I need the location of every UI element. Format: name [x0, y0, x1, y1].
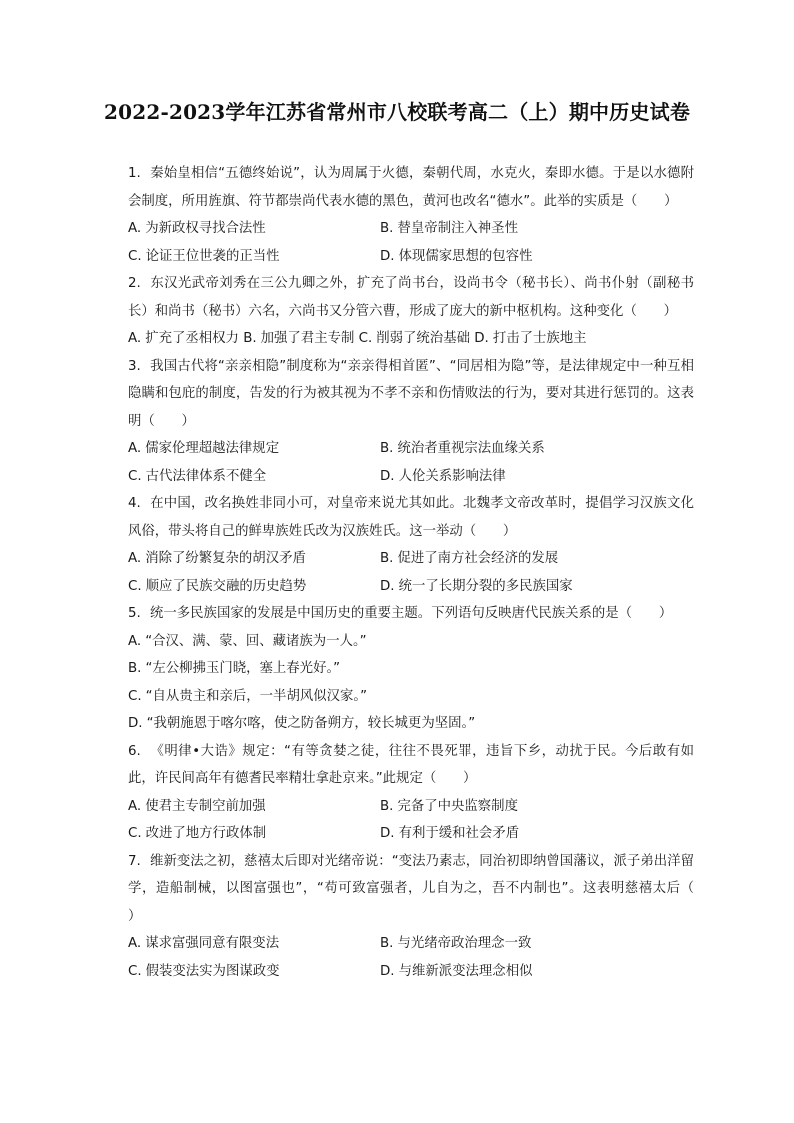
- option-b: B. 完备了中央监察制度: [380, 798, 518, 814]
- question-stem: [128, 600, 694, 628]
- option-b: B. 促进了南方社会经济的发展: [380, 551, 559, 566]
- option-d: D. 打击了士族地主: [474, 331, 587, 346]
- option-d: D. 体现儒家思想的包容性: [380, 248, 533, 264]
- option-a: A. “合汉、满、蒙、回、藏诸族为一人。”: [128, 633, 367, 649]
- option-group: [128, 215, 694, 270]
- question-stem: [128, 490, 694, 545]
- option-b: B. 统治者重视宗法血缘关系: [380, 441, 545, 456]
- question-stem: [128, 848, 721, 931]
- question-stem: [128, 270, 694, 325]
- question-number: 7.: [128, 853, 141, 869]
- option-c: C. 古代法律体系不健全: [128, 468, 267, 484]
- question-1: [128, 160, 694, 270]
- question-text: 东汉光武帝刘秀在三公九卿之外，扩充了尚书台，设尚书令（秘书长）、尚书仆射（副秘书长）和尚书（秘书）六名，六尚书又分管六曹，形成了庞大的新中枢机构。这种变化（ ）: [128, 276, 694, 319]
- option-b: B. 与光绪帝政治理念一致: [380, 936, 532, 951]
- question-text: 《明律•大诰》规定：“有等贪婪之徒，往往不畏死罪，违旨下乡，动扰于民。今后敢有如此，许民间高年有德耆民率精壮拿赴京来。”此规定（ ）: [128, 743, 694, 786]
- option-a: A. 为新政权寻找合法性: [128, 221, 266, 236]
- option-group: [128, 628, 694, 738]
- question-number: 2.: [128, 276, 141, 291]
- option-c: C. “自从贵主和亲后，一半胡风似汉家。”: [128, 688, 368, 704]
- option-a: A. 扩充了丞相权力: [128, 331, 239, 346]
- option-d: D. 人伦关系影响法律: [380, 468, 506, 484]
- question-text: 统一多民族国家的发展是中国历史的重要主题。下列语句反映唐代民族关系的是（ ）: [150, 606, 673, 621]
- option-a: A. 使君主专制空前加强: [128, 798, 266, 814]
- option-a: A. 谋求富强同意有限变法: [128, 936, 280, 951]
- question-text: 维新变法之初，慈禧太后即对光绪帝说：“变法乃素志，同治初即纳曾国藩议，派子弟出洋留学，造船制械，以图富强也”，“苟可致富强者，儿自为之，吾不内制也”。这表明慈禧太后（ ）: [128, 853, 721, 924]
- option-a: A. 消除了纷繁复杂的胡汉矛盾: [128, 551, 306, 566]
- question-number: 1.: [128, 166, 141, 181]
- question-stem: [128, 353, 694, 436]
- question-number: 3.: [128, 358, 141, 374]
- question-5: [128, 600, 694, 738]
- page-title: 2022-2023学年江苏省常州市八校联考高二（上）期中历史试卷: [103, 100, 691, 124]
- option-c: C. 削弱了统治基础: [358, 331, 470, 346]
- option-b: B. “左公柳拂玉门晓，塞上春光好。”: [128, 661, 341, 676]
- option-group: [128, 435, 694, 490]
- question-2: [128, 270, 694, 353]
- option-c: C. 假装变法实为图谋政变: [128, 963, 280, 979]
- option-c: C. 顺应了民族交融的历史趋势: [128, 578, 307, 594]
- question-text: 我国古代将“亲亲相隐”制度称为“亲亲得相首匿”、“同居相为隐”等，是法律规定中一种互相隐瞒和包庇的制度，告发的行为被其视为不孝不亲和伤情败法的行为，要对其进行惩罚的。这表明（ ）: [128, 358, 694, 429]
- question-stem: [128, 160, 694, 215]
- question-number: 6.: [128, 743, 141, 759]
- question-6: [128, 738, 694, 848]
- option-group: [128, 545, 694, 600]
- option-c: C. 论证王位世袭的正当性: [128, 248, 280, 264]
- question-3: [128, 353, 694, 491]
- option-d: D. “我朝施恩于喀尔喀，使之防备朔方，较长城更为坚固。”: [128, 716, 476, 731]
- question-text: 秦始皇相信“五德终始说”，认为周属于火德，秦朝代周，水克火，秦即水德。于是以水德附会制度，所用旌旗、符节都崇尚代表水德的黑色，黄河也改名“德水”。此举的实质是（ ）: [128, 166, 694, 209]
- question-number: 5.: [128, 606, 141, 621]
- option-c: C. 改进了地方行政体制: [128, 826, 267, 841]
- option-d: D. 与维新派变法理念相似: [380, 963, 533, 979]
- option-d: D. 统一了长期分裂的多民族国家: [380, 578, 573, 594]
- option-b: B. 加强了君主专制: [243, 331, 355, 346]
- question-stem: [128, 738, 694, 793]
- option-group: [128, 793, 694, 848]
- question-4: [128, 490, 694, 600]
- option-b: B. 替皇帝制注入神圣性: [380, 221, 518, 236]
- question-text: 在中国，改名换姓非同小可，对皇帝来说尤其如此。北魏孝文帝改革时，提倡学习汉族文化风俗，带头将自己的鲜卑族姓氏改为汉族姓氏。这一举动（ ）: [128, 496, 694, 539]
- question-7: [128, 848, 721, 986]
- question-list: [128, 160, 721, 985]
- option-group: [128, 930, 694, 985]
- question-number: 4.: [128, 496, 141, 511]
- option-group: [128, 325, 694, 353]
- option-a: A. 儒家伦理超越法律规定: [128, 441, 280, 456]
- option-d: D. 有利于缓和社会矛盾: [380, 826, 520, 841]
